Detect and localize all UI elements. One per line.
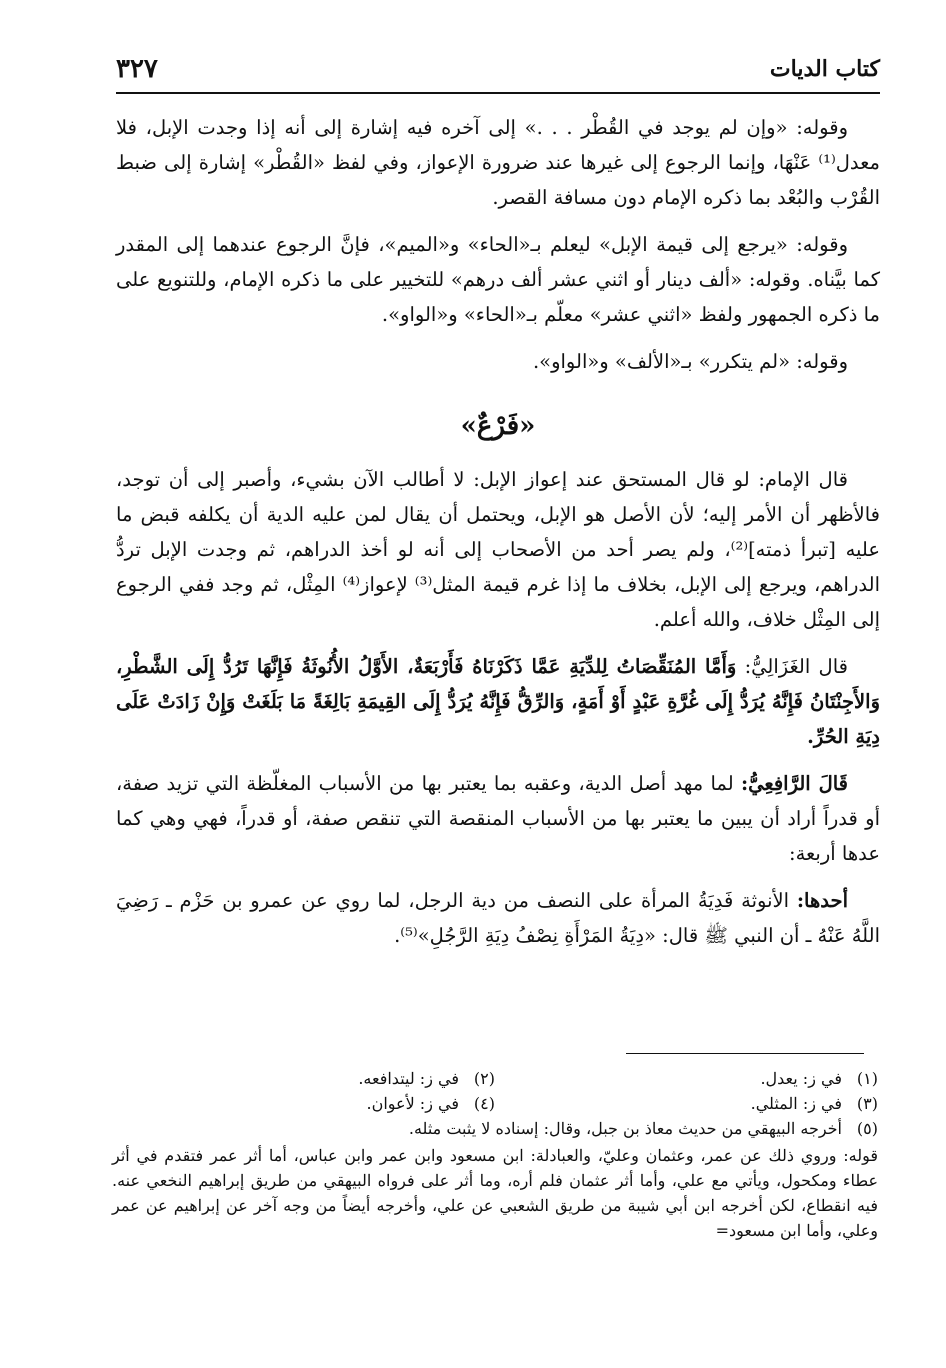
footnote-text: في ز: المثلي. [750, 1094, 842, 1113]
footnote-text: أخرجه البيهقي من حديث معاذ بن جبل، وقال: إسناده لا يثبت مثله. [408, 1119, 842, 1138]
paragraph-2: وقوله: «يرجع إلى قيمة الإبل» ليعلم بـ«الحاء» و«الميم»، فإنَّ الرجوع عندهما إلى المقدر كما بيَّناه. وقوله: «ألف دينار أو اثني عشر ألف درهم» للتخيير على ما ذكره الإمام، وللتنويع على ما ذكره الجمهور ولفظ «اثني عشر» معلّم بـ«الحاء» و«الواو». [116, 233, 880, 326]
speaker-ghazali: قال الغَزَالِيُّ: [744, 655, 848, 678]
paragraph-1: وقوله: «وإن لم يوجد في القُطْر . . .» إلى آخره فيه إشارة إلى أنه إذا وجدت الإبل، فلا معدل⁽¹⁾ عَنْهَا، وإنما الرجوع إلى غيرها عند ضرورة الإعواز، وفي لفظ «القُطْر» إشارة إلى ضبط القُرْب والبُعْد بما ذكره الإمام دون مسافة القصر. [116, 116, 880, 209]
footnote-5-continuation: قوله: وروي ذلك عن عمر، وعثمان وعليّ، والعبادلة: ابن مسعود وابن عمر وابن عباس، أما أثر عمر فتقدم في أثر عطاء ومكحول، ويأتي مع علي، وأما أثر عثمان فلم أره، وما أثر على فرواه البيهقي من طريق إبراهيم النخعي عنه. فيه انقطاع، لكن أخرجه ابن أبي شيبة من طريق الشعبي عن علي، وأخرجه أيضاً من وجه آخر عن إبراهيم عن عمر وعلي، وأما ابن مسعود= [112, 1146, 878, 1240]
footnote-separator [626, 1053, 864, 1054]
footnote-5 [112, 1116, 878, 1141]
footnote-text: في ز: ليتدافعه. [358, 1069, 459, 1088]
section-heading: «فَرْعٌ» [460, 411, 536, 441]
paragraph-3: وقوله: «لم يتكرر» بـ«الألف» و«الواو». [532, 350, 848, 373]
main-text [116, 110, 880, 965]
footnote-number: (٤) [473, 1094, 495, 1113]
footnote-2 [112, 1066, 495, 1091]
commentary-text: لما مهد أصل الدية، وعقبه بما يعتبر بها من الأسباب المغلّظة التي تزيد صفة، أو قدراً أراد أن يبين ما يعتبر بها من الأسباب المنقصة التي تنقص صفة، أو قدراً، فهي وهي كما عدها أربعة: [116, 772, 880, 865]
footnote-number: (٥) [856, 1119, 878, 1138]
footnote-row [112, 1091, 878, 1116]
page-number: ٣٢٧ [116, 54, 158, 84]
footnote-3 [495, 1091, 878, 1116]
footnote-text: في ز: لأعوان. [366, 1094, 459, 1113]
footnote-number: (٣) [856, 1094, 878, 1113]
matn-text: وَأَمَّا المُنَقِّصَاتُ لِلدِّيَةِ عَمَّا ذَكَرْنَاهُ فَأَرْبَعَةٌ، الأَوَّلُ الأُنُوثَةُ فَإِنَّهَا تَرُدُّ إِلَى الشَّطْرِ، وَالأَجِنْتَانُ فَإِنَّهُ يُرَدُّ إِلَى غُرَّةِ عَبْدٍ أَوْ أَمَةٍ، وَالرِّقُّ فَإِنَّهُ يُرَدُّ إِلَى القِيمَةِ بَالِغَةً مَا بَلَغَتْ وَإِنْ زَادَتْ عَلَى دِيَةِ الحُرِّ. [116, 655, 880, 748]
page-header [116, 48, 880, 94]
chapter-title: كتاب الديات [769, 56, 880, 82]
paragraph-5 [116, 649, 880, 754]
footnotes [112, 1066, 878, 1243]
paragraph-7 [116, 883, 880, 953]
footnote-row [112, 1066, 878, 1091]
footnote-4 [112, 1091, 495, 1116]
first-item-text: الأنوثة فَدِيَةُ المرأة على النصف من دية الرجل، لما روي عن عمرو بن حَزْم ـ رَضِيَ اللَّهُ عَنْهُ ـ أن النبي ﷺ قال: «دِيَةُ المَرْأَةِ نِصْفُ دِيَةِ الرَّجُلِ»⁽⁵⁾. [116, 889, 880, 947]
paragraph-6 [116, 766, 880, 871]
footnote-1 [495, 1066, 878, 1091]
footnote-number: (١) [856, 1069, 878, 1088]
first-item-label: أحدها: [796, 889, 848, 912]
footnote-text: في ز: يعدل. [760, 1069, 842, 1088]
footnote-number: (٢) [473, 1069, 495, 1088]
speaker-rafii: قَالَ الرَّافِعِيُّ: [740, 772, 849, 795]
paragraph-4: قال الإمام: لو قال المستحق عند إعواز الإبل: لا أطالب الآن بشيء، وأصبر إلى أن توجد، فالأظهر أن الأمر إليه؛ لأن الأصل هو الإبل، ويحتمل أن يقال لمن عليه الدية أن يكلفه قبض ما عليه [تبرأ ذمته]⁽²⁾، ولم يصر أحد من الأصحاب إلى أنه لو أخذ الدراهم، ثم وجدت الإبل تردُّ الدراهم، ويرجع إلى الإبل، بخلاف ما إذا غرم قيمة المثل⁽³⁾ لإعواز⁽⁴⁾ المِثْل، ثم وجد ففي الرجوع إلى المِثْل خلاف، والله أعلم. [116, 468, 880, 631]
